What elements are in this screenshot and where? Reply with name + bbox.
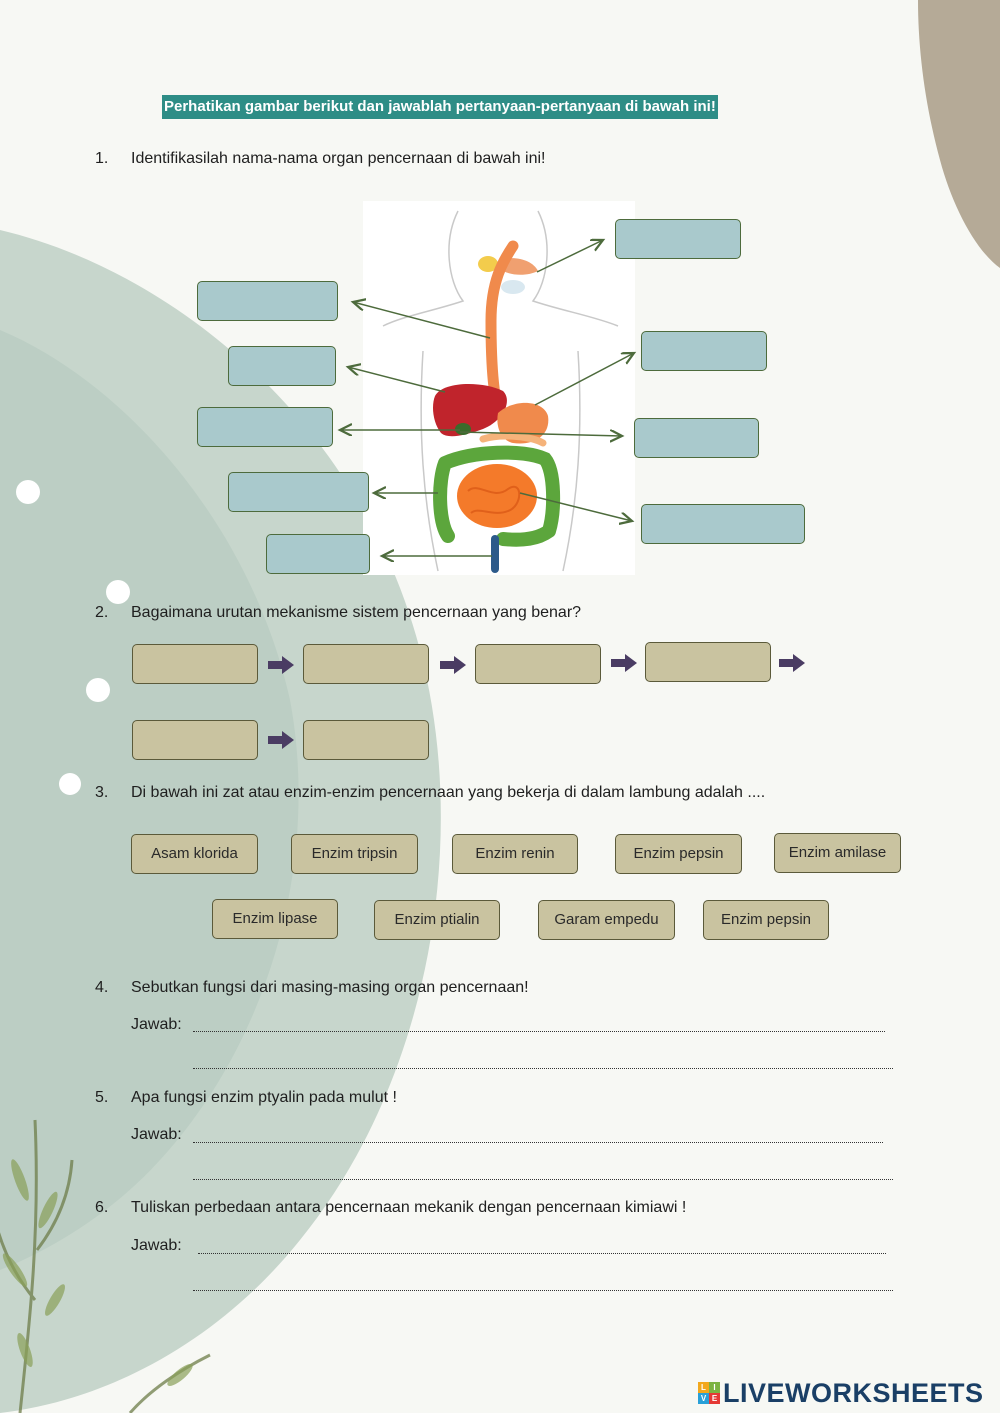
- option-chip[interactable]: Enzim renin: [452, 834, 578, 874]
- right-arrow-icon: [268, 731, 294, 749]
- answer-line[interactable]: [193, 1068, 893, 1069]
- instruction-title: Perhatikan gambar berikut dan jawablah pertanyaan-pertanyaan di bawah ini!: [162, 95, 718, 119]
- digestive-system-image: [363, 201, 635, 575]
- sequence-blank-1[interactable]: [132, 644, 258, 684]
- option-chip[interactable]: Garam empedu: [538, 900, 675, 940]
- option-chip[interactable]: Enzim amilase: [774, 833, 901, 873]
- organ-label-blank-4[interactable]: [641, 331, 767, 371]
- organ-label-blank-1[interactable]: [615, 219, 741, 259]
- logo-mark-icon: L I V E: [698, 1382, 720, 1404]
- organ-label-blank-3[interactable]: [228, 346, 336, 386]
- option-chip[interactable]: Enzim lipase: [212, 899, 338, 939]
- answer-line[interactable]: [193, 1031, 885, 1032]
- question-text: Apa fungsi enzim ptyalin pada mulut !: [131, 1089, 397, 1106]
- organ-label-blank-7[interactable]: [228, 472, 369, 512]
- option-chip[interactable]: Enzim pepsin: [615, 834, 742, 874]
- option-chip[interactable]: Enzim tripsin: [291, 834, 418, 874]
- option-chip[interactable]: Asam klorida: [131, 834, 258, 874]
- sequence-blank-3[interactable]: [475, 644, 601, 684]
- right-arrow-icon: [611, 654, 637, 672]
- liveworksheets-logo: [698, 1377, 984, 1409]
- question-number: 4.: [95, 979, 109, 996]
- question-number: 1.: [95, 150, 109, 167]
- organ-label-blank-8[interactable]: [641, 504, 805, 544]
- answer-line[interactable]: [193, 1142, 883, 1143]
- question-text: Di bawah ini zat atau enzim-enzim pencernaan yang bekerja di dalam lambung adalah ....: [131, 784, 766, 801]
- answer-line[interactable]: [193, 1290, 893, 1291]
- organ-label-blank-5[interactable]: [197, 407, 333, 447]
- question-number: 3.: [95, 784, 109, 801]
- organ-label-blank-2[interactable]: [197, 281, 338, 321]
- answer-line[interactable]: [198, 1253, 886, 1254]
- organ-label-blank-9[interactable]: [266, 534, 370, 574]
- sequence-blank-2[interactable]: [303, 644, 429, 684]
- question-text: Bagaimana urutan mekanisme sistem pencernaan yang benar?: [131, 604, 582, 621]
- question-number: 2.: [95, 604, 109, 621]
- question-number: 6.: [95, 1199, 109, 1216]
- question-text: Identifikasilah nama-nama organ pencernaan di bawah ini!: [131, 150, 546, 167]
- sequence-blank-4[interactable]: [645, 642, 771, 682]
- right-arrow-icon: [440, 656, 466, 674]
- organ-label-blank-6[interactable]: [634, 418, 759, 458]
- sequence-blank-6[interactable]: [303, 720, 429, 760]
- logo-text: LIVEWORKSHEETS: [723, 1377, 984, 1408]
- question-text: Tuliskan perbedaan antara pencernaan mekanik dengan pencernaan kimiawi !: [131, 1199, 687, 1216]
- option-chip[interactable]: Enzim pepsin: [703, 900, 829, 940]
- option-chip[interactable]: Enzim ptialin: [374, 900, 500, 940]
- answer-line[interactable]: [193, 1179, 893, 1180]
- question-text: Sebutkan fungsi dari masing-masing organ pencernaan!: [131, 979, 529, 996]
- right-arrow-icon: [779, 654, 805, 672]
- right-arrow-icon: [268, 656, 294, 674]
- question-number: 5.: [95, 1089, 109, 1106]
- sequence-blank-5[interactable]: [132, 720, 258, 760]
